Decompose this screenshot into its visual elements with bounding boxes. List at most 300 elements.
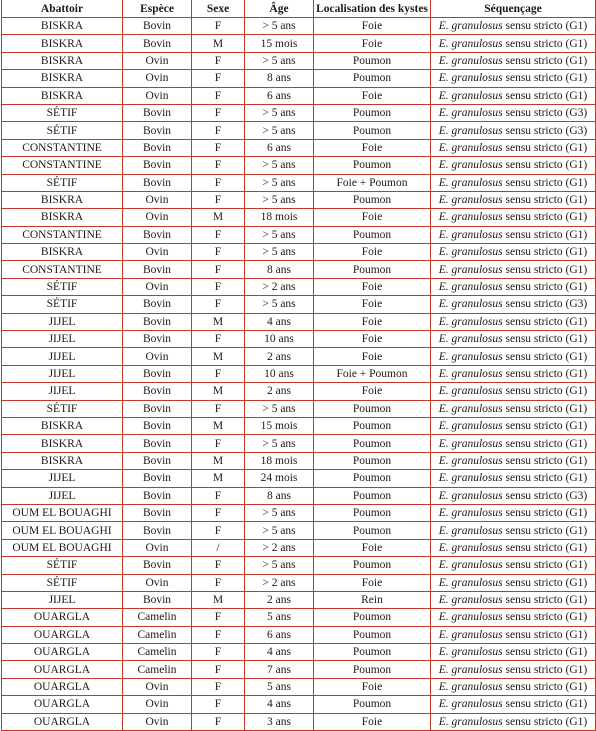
sexe-cell: F [192,244,245,261]
abattoir-cell: CONSTANTINE [2,226,123,243]
table-row [2,139,596,156]
sexe-cell: F [192,191,245,208]
genotype-label: sensu stricto (G1) [505,524,588,537]
abattoir-cell: BISKRA [2,209,123,226]
table-row [2,348,596,365]
localisation-cell: Foie [314,209,431,226]
abattoir-cell: SÉTIF [2,104,123,121]
sexe-cell: / [192,539,245,556]
genotype-label: sensu stricto (G3) [505,298,588,311]
sexe-cell: F [192,174,245,191]
sequencage-cell [431,626,596,643]
genotype-label: sensu stricto (G1) [505,628,588,641]
species-name: E. granulosus [438,507,503,520]
table-row [2,383,596,400]
sequencage-cell [431,331,596,348]
table-row [2,35,596,52]
sexe-cell: F [192,18,245,35]
species-name: E. granulosus [438,594,503,607]
species-name: E. granulosus [438,524,503,537]
abattoir-cell: SÉTIF [2,278,123,295]
species-name: E. granulosus [438,646,503,659]
table-row [2,278,596,295]
espece-cell: Bovin [123,470,192,487]
sequencage-cell [431,191,596,208]
sexe-cell: F [192,365,245,382]
age-cell: 3 ans [245,713,314,730]
sexe-cell: M [192,383,245,400]
sequencage-cell [431,591,596,608]
table-row [2,313,596,330]
genotype-label: sensu stricto (G1) [505,437,588,450]
abattoir-cell: OUM EL BOUAGHI [2,539,123,556]
species-name: E. granulosus [438,263,503,276]
genotype-label: sensu stricto (G1) [505,402,588,415]
table-row [2,678,596,695]
sequencage-cell [431,574,596,591]
sexe-cell: F [192,609,245,626]
table-row [2,191,596,208]
species-name: E. granulosus [438,698,503,711]
sequencage-cell [431,644,596,661]
abattoir-cell: BISKRA [2,435,123,452]
age-cell: > 5 ans [245,191,314,208]
sexe-cell: M [192,348,245,365]
age-cell: 4 ans [245,313,314,330]
localisation-cell: Poumon [314,122,431,139]
espece-cell: Bovin [123,383,192,400]
sequencage-cell [431,522,596,539]
sequencage-cell [431,348,596,365]
table-row [2,122,596,139]
genotype-label: sensu stricto (G1) [505,663,588,676]
species-name: E. granulosus [438,107,503,120]
species-name: E. granulosus [438,159,503,172]
sequencage-cell [431,70,596,87]
abattoir-cell: OUARGLA [2,626,123,643]
localisation-cell: Foie + Poumon [314,365,431,382]
abattoir-cell: BISKRA [2,244,123,261]
abattoir-cell: BISKRA [2,52,123,69]
abattoir-cell: JIJEL [2,470,123,487]
abattoir-cell: OUARGLA [2,644,123,661]
abattoir-cell: SÉTIF [2,296,123,313]
abattoir-cell: OUARGLA [2,713,123,730]
localisation-cell: Foie [314,35,431,52]
genotype-label: sensu stricto (G1) [505,246,588,259]
sexe-cell: F [192,157,245,174]
espece-cell: Ovin [123,70,192,87]
localisation-cell: Foie [314,331,431,348]
table-row [2,696,596,713]
sexe-cell: F [192,661,245,678]
table-row [2,591,596,608]
genotype-label: sensu stricto (G1) [505,454,588,467]
genotype-label: sensu stricto (G1) [505,37,588,50]
header-age: Âge [245,0,314,18]
age-cell: 2 ans [245,591,314,608]
espece-cell: Bovin [123,104,192,121]
table-header [2,0,596,18]
species-name: E. granulosus [438,402,503,415]
table-row [2,504,596,521]
age-cell: 8 ans [245,261,314,278]
sequencage-cell [431,383,596,400]
abattoir-cell: BISKRA [2,18,123,35]
abattoir-cell: JIJEL [2,383,123,400]
species-name: E. granulosus [438,141,503,154]
localisation-cell: Foie [314,87,431,104]
table-row [2,174,596,191]
age-cell: > 5 ans [245,522,314,539]
table-row [2,87,596,104]
espece-cell: Bovin [123,226,192,243]
abattoir-cell: BISKRA [2,70,123,87]
localisation-cell: Foie [314,18,431,35]
sequencage-cell [431,174,596,191]
espece-cell: Ovin [123,52,192,69]
genotype-label: sensu stricto (G1) [505,594,588,607]
sexe-cell: M [192,470,245,487]
genotype-label: sensu stricto (G1) [505,194,588,207]
abattoir-cell: SÉTIF [2,557,123,574]
genotype-label: sensu stricto (G1) [505,368,588,380]
age-cell: 2 ans [245,383,314,400]
abattoir-cell: JIJEL [2,487,123,504]
age-cell: 24 mois [245,470,314,487]
species-name: E. granulosus [438,333,503,346]
espece-cell: Ovin [123,713,192,730]
espece-cell: Camelin [123,644,192,661]
age-cell: > 5 ans [245,504,314,521]
localisation-cell: Poumon [314,157,431,174]
age-cell: 6 ans [245,87,314,104]
genotype-label: sensu stricto (G1) [505,698,588,711]
sequencage-cell [431,122,596,139]
genotype-label: sensu stricto (G1) [505,20,588,33]
age-cell: 15 mois [245,35,314,52]
localisation-cell: Foie [314,678,431,695]
kyste-table [1,0,596,731]
sexe-cell: F [192,435,245,452]
localisation-cell: Foie [314,313,431,330]
sequencage-cell [431,261,596,278]
localisation-cell: Poumon [314,261,431,278]
sexe-cell: M [192,452,245,469]
header-espece: Espèce [123,0,192,18]
table-row [2,104,596,121]
table-row [2,487,596,504]
espece-cell: Camelin [123,626,192,643]
genotype-label: sensu stricto (G1) [505,89,588,102]
espece-cell: Ovin [123,244,192,261]
sexe-cell: F [192,574,245,591]
espece-cell: Bovin [123,522,192,539]
species-name: E. granulosus [438,541,503,554]
table-row [2,609,596,626]
abattoir-cell: JIJEL [2,591,123,608]
espece-cell: Ovin [123,191,192,208]
sequencage-cell [431,487,596,504]
espece-cell: Bovin [123,313,192,330]
genotype-label: sensu stricto (G1) [505,507,588,520]
espece-cell: Ovin [123,678,192,695]
table-row [2,70,596,87]
genotype-label: sensu stricto (G3) [505,107,588,120]
abattoir-cell: CONSTANTINE [2,157,123,174]
age-cell: 4 ans [245,696,314,713]
table-row [2,226,596,243]
table-row [2,452,596,469]
species-name: E. granulosus [438,298,503,311]
sequencage-cell [431,313,596,330]
species-name: E. granulosus [438,663,503,676]
abattoir-cell: SÉTIF [2,400,123,417]
abattoir-cell: BISKRA [2,452,123,469]
age-cell: > 5 ans [245,174,314,191]
sexe-cell: F [192,331,245,348]
genotype-label: sensu stricto (G1) [505,263,588,276]
genotype-label: sensu stricto (G1) [505,420,588,433]
age-cell: > 5 ans [245,157,314,174]
table-row [2,18,596,35]
localisation-cell: Poumon [314,504,431,521]
species-name: E. granulosus [438,628,503,641]
species-name: E. granulosus [438,350,503,363]
localisation-cell: Foie [314,713,431,730]
espece-cell: Bovin [123,400,192,417]
espece-cell: Ovin [123,348,192,365]
age-cell: 8 ans [245,70,314,87]
species-name: E. granulosus [438,437,503,450]
abattoir-cell: CONSTANTINE [2,261,123,278]
table-row [2,244,596,261]
genotype-label: sensu stricto (G1) [505,559,588,572]
sexe-cell: M [192,313,245,330]
genotype-label: sensu stricto (G1) [505,333,588,346]
table-row [2,626,596,643]
genotype-label: sensu stricto (G3) [505,124,588,137]
espece-cell: Bovin [123,174,192,191]
abattoir-cell: JIJEL [2,365,123,382]
sequencage-cell [431,52,596,69]
localisation-cell: Poumon [314,452,431,469]
localisation-cell: Poumon [314,609,431,626]
abattoir-cell: OUM EL BOUAGHI [2,522,123,539]
genotype-label: sensu stricto (G1) [505,159,588,172]
table-body [2,18,596,731]
sexe-cell: F [192,400,245,417]
age-cell: > 5 ans [245,296,314,313]
sexe-cell: F [192,70,245,87]
age-cell: 6 ans [245,139,314,156]
espece-cell: Ovin [123,574,192,591]
genotype-label: sensu stricto (G1) [505,681,588,694]
table-row [2,661,596,678]
sequencage-cell [431,139,596,156]
header-sexe: Sexe [192,0,245,18]
sexe-cell: F [192,557,245,574]
species-name: E. granulosus [438,228,503,241]
age-cell: 15 mois [245,417,314,434]
sexe-cell: F [192,678,245,695]
espece-cell: Ovin [123,696,192,713]
species-name: E. granulosus [438,211,503,224]
genotype-label: sensu stricto (G1) [505,541,588,554]
age-cell: > 5 ans [245,244,314,261]
localisation-cell: Poumon [314,487,431,504]
sexe-cell: F [192,296,245,313]
localisation-cell: Poumon [314,626,431,643]
species-name: E. granulosus [438,72,503,85]
age-cell: > 5 ans [245,122,314,139]
abattoir-cell: JIJEL [2,331,123,348]
header-row [2,0,596,18]
sexe-cell: F [192,139,245,156]
table-row [2,296,596,313]
espece-cell: Bovin [123,296,192,313]
abattoir-cell: SÉTIF [2,574,123,591]
table-row [2,209,596,226]
espece-cell: Camelin [123,661,192,678]
espece-cell: Bovin [123,504,192,521]
table-row [2,435,596,452]
espece-cell: Bovin [123,591,192,608]
sexe-cell: F [192,261,245,278]
localisation-cell: Poumon [314,661,431,678]
abattoir-cell: OUM EL BOUAGHI [2,504,123,521]
localisation-cell: Foie [314,244,431,261]
species-name: E. granulosus [438,681,503,694]
species-name: E. granulosus [438,611,503,624]
age-cell: 4 ans [245,644,314,661]
sequencage-cell [431,696,596,713]
sequencage-cell [431,713,596,730]
sequencage-cell [431,244,596,261]
age-cell: > 5 ans [245,400,314,417]
species-name: E. granulosus [438,124,503,137]
genotype-label: sensu stricto (G1) [505,576,588,589]
table-row [2,261,596,278]
localisation-cell: Foie [314,278,431,295]
age-cell: 6 ans [245,626,314,643]
genotype-label: sensu stricto (G1) [505,315,588,328]
table-row [2,539,596,556]
sequencage-cell [431,226,596,243]
table-row [2,470,596,487]
sexe-cell: F [192,713,245,730]
age-cell: > 5 ans [245,435,314,452]
espece-cell: Camelin [123,609,192,626]
sexe-cell: F [192,522,245,539]
localisation-cell: Poumon [314,226,431,243]
espece-cell: Bovin [123,157,192,174]
table-row [2,713,596,730]
localisation-cell: Foie [314,296,431,313]
espece-cell: Ovin [123,278,192,295]
localisation-cell: Foie [314,574,431,591]
genotype-label: sensu stricto (G1) [505,54,588,67]
table-row [2,52,596,69]
species-name: E. granulosus [438,176,503,189]
abattoir-cell: OUARGLA [2,609,123,626]
localisation-cell: Poumon [314,522,431,539]
espece-cell: Ovin [123,209,192,226]
sequencage-cell [431,35,596,52]
sequencage-cell [431,278,596,295]
abattoir-cell: SÉTIF [2,122,123,139]
sequencage-cell [431,365,596,382]
espece-cell: Bovin [123,417,192,434]
sequencage-cell [431,417,596,434]
localisation-cell: Rein [314,591,431,608]
sequencage-cell [431,504,596,521]
genotype-label: sensu stricto (G1) [505,385,588,398]
abattoir-cell: OUARGLA [2,696,123,713]
sexe-cell: M [192,417,245,434]
espece-cell: Bovin [123,365,192,382]
localisation-cell: Foie [314,139,431,156]
abattoir-cell: BISKRA [2,191,123,208]
localisation-cell: Poumon [314,470,431,487]
genotype-label: sensu stricto (G1) [505,350,588,363]
age-cell: > 2 ans [245,574,314,591]
sexe-cell: M [192,591,245,608]
localisation-cell: Poumon [314,417,431,434]
sequencage-cell [431,539,596,556]
age-cell: 2 ans [245,348,314,365]
localisation-cell: Poumon [314,435,431,452]
sexe-cell: F [192,487,245,504]
abattoir-cell: JIJEL [2,313,123,330]
species-name: E. granulosus [438,420,503,433]
genotype-label: sensu stricto (G1) [505,281,588,294]
header-localisation: Localisation des kystes [314,0,431,18]
localisation-cell: Poumon [314,191,431,208]
age-cell: 5 ans [245,609,314,626]
sexe-cell: F [192,644,245,661]
age-cell: 7 ans [245,661,314,678]
genotype-label: sensu stricto (G1) [505,176,588,189]
age-cell: > 5 ans [245,52,314,69]
abattoir-cell: OUARGLA [2,661,123,678]
header-abattoir: Abattoir [2,0,123,18]
sequencage-cell [431,609,596,626]
sequencage-cell [431,678,596,695]
genotype-label: sensu stricto (G1) [505,715,588,728]
espece-cell: Bovin [123,18,192,35]
genotype-label: sensu stricto (G1) [505,228,588,241]
genotype-label: sensu stricto (G3) [505,489,588,502]
species-name: E. granulosus [438,89,503,102]
espece-cell: Bovin [123,487,192,504]
table-row [2,417,596,434]
sequencage-cell [431,296,596,313]
abattoir-cell: BISKRA [2,417,123,434]
genotype-label: sensu stricto (G1) [505,211,588,224]
table-row [2,157,596,174]
sequencage-cell [431,557,596,574]
localisation-cell: Poumon [314,400,431,417]
espece-cell: Bovin [123,452,192,469]
sexe-cell: F [192,504,245,521]
espece-cell: Ovin [123,87,192,104]
table-row [2,365,596,382]
species-name: E. granulosus [438,559,503,572]
espece-cell: Ovin [123,539,192,556]
genotype-label: sensu stricto (G1) [505,611,588,624]
table-row [2,331,596,348]
